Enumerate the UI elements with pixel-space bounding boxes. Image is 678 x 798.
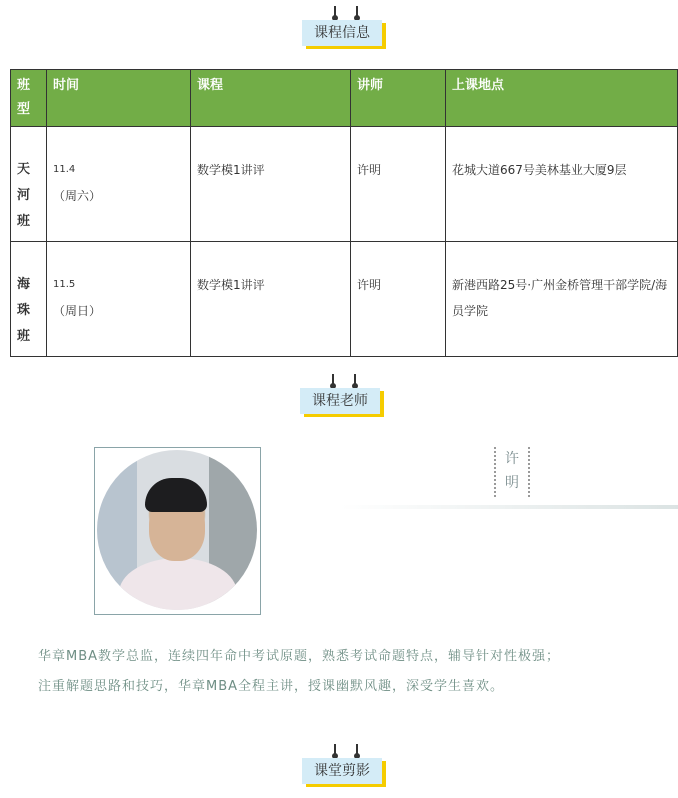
pin-icon <box>330 6 360 20</box>
teacher-cell: 许明 <box>351 242 446 357</box>
weekday-text: （周六） <box>53 189 102 203</box>
header-teacher: 讲师 <box>351 70 446 127</box>
teacher-portrait-image <box>97 450 257 610</box>
time-cell <box>47 242 191 357</box>
header-time: 时间 <box>47 70 191 127</box>
table-row <box>11 127 678 242</box>
section-title-teacher <box>300 374 385 414</box>
teacher-photo <box>94 447 261 615</box>
teacher-name: 许 明 <box>494 447 530 497</box>
section-title-label: 课堂剪影 <box>302 758 382 784</box>
location-cell: 新港西路25号·广州金桥管理干部学院/海员学院 <box>446 242 678 357</box>
teacher-cell: 许明 <box>351 127 446 242</box>
course-table <box>10 69 678 357</box>
class-type-cell: 海 珠 班 <box>11 242 47 357</box>
location-cell: 花城大道667号美林基业大厦9层 <box>446 127 678 242</box>
table-row <box>11 242 678 357</box>
section-title-label: 课程老师 <box>300 388 380 414</box>
header-location: 上课地点 <box>446 70 678 127</box>
date-text: 11.4 <box>53 164 76 175</box>
pin-icon <box>330 744 360 758</box>
weekday-text: （周日） <box>53 304 102 318</box>
bio-line: 华章MBA教学总监，连续四年命中考试原题，熟悉考试命题特点，辅导针对性极强； <box>38 649 561 664</box>
bio-line: 注重解题思路和技巧，华章MBA全程主讲，授课幽默风趣，深受学生喜欢。 <box>38 679 505 694</box>
header-class-type: 班 型 <box>11 70 47 127</box>
course-cell: 数学模1讲评 <box>191 242 351 357</box>
section-title-clips <box>302 744 387 784</box>
header-course: 课程 <box>191 70 351 127</box>
course-cell: 数学模1讲评 <box>191 127 351 242</box>
class-type-cell: 天 河 班 <box>11 127 47 242</box>
section-title-label: 课程信息 <box>302 20 382 46</box>
section-title-course-info <box>302 6 387 46</box>
divider-line <box>340 505 678 509</box>
table-header-row <box>11 70 678 127</box>
pin-icon <box>328 374 358 388</box>
time-cell <box>47 127 191 242</box>
date-text: 11.5 <box>53 279 76 290</box>
teacher-bio <box>38 642 668 702</box>
